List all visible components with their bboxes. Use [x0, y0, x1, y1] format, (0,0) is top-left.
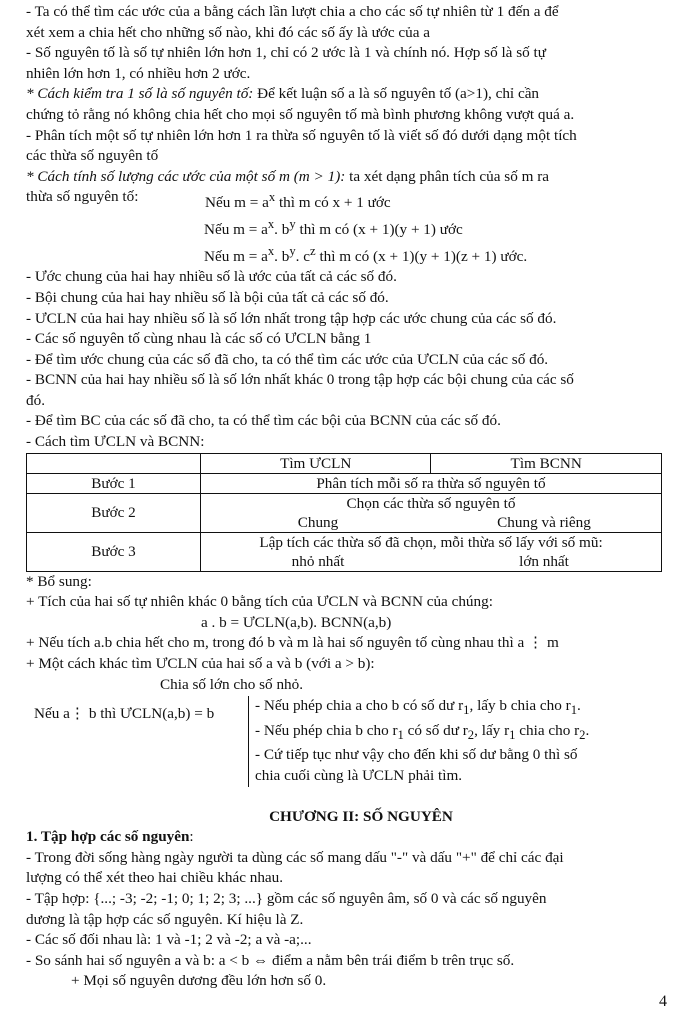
- page-number: 4: [659, 993, 667, 1010]
- document-page: [26, 2, 672, 992]
- formula-2: Nếu $m = a^x$. $b^y$ thì m có (x + 1)(y + 1) ước: [204, 217, 463, 239]
- intro-line: xét xem a chia hết cho những số nào, khi đó các số ấy là ước của a: [26, 23, 431, 41]
- fact-line: - Bội chung của hai hay nhiều số là bội của tất cả các số đó.: [26, 288, 389, 306]
- supplement-line: + Nếu tích a.b chia hết cho m, trong đó b và m là hai số nguyên tố cùng nhau thì a ⋮ m: [26, 634, 559, 652]
- fact-line: đó.: [26, 391, 45, 409]
- euclid-steps: [248, 696, 655, 786]
- table-row: [27, 532, 662, 571]
- count-divisors-text: ta xét dạng phân tích của số m ra: [345, 167, 550, 185]
- step-bcnn: lớn nhất: [519, 552, 569, 570]
- table-corner: [27, 453, 201, 473]
- count-divisors-heading: * Cách tính số lượng các ước của một số m (m > 1):: [26, 167, 346, 185]
- step-label: Bước 2: [27, 493, 201, 532]
- intro-line: - Số nguyên tố là số tự nhiên lớn hơn 1, chỉ có 2 ước là 1 và chính nó. Hợp số là số tự: [26, 44, 546, 62]
- fact-line: - Để tìm ước chung của các số đã cho, ta có thể tìm các ước của ƯCLN của các số đó.: [26, 350, 549, 368]
- table-head-ucln: Tìm ƯCLN: [201, 453, 431, 473]
- intro-line: nhiên lớn hơn 1, có nhiều hơn 2 ước.: [26, 64, 251, 82]
- table-row: [27, 493, 662, 532]
- chapter-line: lượng có thể xét theo hai chiều khác nhau.: [26, 869, 284, 887]
- euclid-step: chia cuối cùng là ƯCLN phải tìm.: [255, 767, 463, 785]
- step-text: Lập tích các thừa số đã chọn, mỗi thừa số lấy với số mũ:: [259, 533, 603, 551]
- step-bcnn: Chung và riêng: [497, 513, 591, 531]
- chapter-line: + Mọi số nguyên dương đều lớn hơn số 0.: [71, 972, 327, 990]
- check-prime-heading: * Cách kiểm tra 1 số là số nguyên tố:: [26, 85, 254, 103]
- count-divisors-paragraph: [26, 167, 672, 188]
- step-text: Chọn các thừa số nguyên tố: [346, 494, 516, 512]
- fact-line: - Ước chung của hai hay nhiều số là ước của tất cả các số đó.: [26, 268, 397, 286]
- chapter-line: - So sánh hai số nguyên a và b: a < b ⇔ điểm a nằm bên trái điểm b trên trục số.: [26, 951, 515, 969]
- euclid-step: - Cứ tiếp tục như vậy cho đến khi số dư bằng 0 thì số: [255, 746, 578, 764]
- factorize-line: - Phân tích một số tự nhiên lớn hơn 1 ra thừa số nguyên tố là viết số đó dưới dạng một tích: [26, 126, 577, 144]
- fact-line: - BCNN của hai hay nhiều số là số lớn nhất khác 0 trong tập hợp các bội chung của các số: [26, 371, 574, 389]
- step-label: Bước 1: [27, 473, 201, 493]
- fact-line: - Các số nguyên tố cùng nhau là các số có ƯCLN bằng 1: [26, 330, 372, 348]
- supplement-line: + Một cách khác tìm ƯCLN của hai số a và b (với a > b):: [26, 655, 375, 673]
- fact-line: - Để tìm BC của các số đã cho, ta có thể tìm các bội của BCNN của các số đó.: [26, 412, 501, 430]
- chapter-title: CHƯƠNG II: SỐ NGUYÊN: [269, 807, 453, 825]
- step-cell: [201, 532, 662, 571]
- euclid-step: - Nếu phép chia a cho b có số dư $r_1$, lấy b chia cho $r_1$.: [255, 697, 581, 718]
- factorize-line: các thừa số nguyên tố: [26, 147, 159, 165]
- fact-line: - ƯCLN của hai hay nhiều số là số lớn nhất trong tập hợp các ước chung của các số đó.: [26, 309, 557, 327]
- ucln-bcnn-table: [26, 453, 662, 572]
- step-text: Phân tích mỗi số ra thừa số nguyên tố: [201, 473, 662, 493]
- step-cell: [201, 493, 662, 532]
- intro-line: - Ta có thể tìm các ước của a bằng cách lần lượt chia a cho các số tự nhiên từ 1 đến a để: [26, 3, 559, 20]
- supplement-line: + Tích của hai số tự nhiên khác 0 bằng tích của ƯCLN và BCNN của chúng:: [26, 593, 493, 611]
- table-head-bcnn: Tìm BCNN: [431, 453, 662, 473]
- euclid-block: [26, 696, 672, 786]
- step-ucln: Chung: [297, 513, 339, 531]
- supplement-divide: Chia số lớn cho số nhỏ.: [160, 675, 304, 693]
- chapter-line: - Tập hợp: {...; -3; -2; -1; 0; 1; 2; 3; ...} gồm các số nguyên âm, số 0 và các số nguyên: [26, 890, 547, 908]
- euclid-step: - Nếu phép chia b cho $r_1$ có số dư $r_2$, lấy $r_1$ chia cho $r_2$.: [255, 721, 590, 742]
- formula-row-1: [26, 187, 672, 214]
- table-row: [27, 473, 662, 493]
- supplement-title: * Bổ sung:: [26, 572, 92, 590]
- check-prime-paragraph: [26, 84, 672, 105]
- formula-label: thừa số nguyên tố:: [26, 188, 139, 206]
- step-ucln: nhỏ nhất: [291, 552, 345, 570]
- chapter-line: dương là tập hợp các số nguyên. Kí hiệu là Z.: [26, 910, 304, 928]
- check-prime-text: Để kết luận số a là số nguyên tố (a>1), chỉ cần: [253, 85, 540, 103]
- formula-1: Nếu $m = a^x$ thì m có x + 1 ước: [205, 190, 391, 212]
- formula-3: Nếu $m = a^x$. $b^y$. $c^z$ thì m có (x + 1)(y + 1)(z + 1) ước.: [204, 243, 528, 265]
- supplement-formula: a . b = ƯCLN(a,b). BCNN(a,b): [201, 613, 392, 631]
- euclid-condition: Nếu a⋮ b thì ƯCLN(a,b) = b: [34, 705, 215, 723]
- chapter-line: - Trong đời sống hàng ngày người ta dùng các số mang dấu "-" và dấu "+" để chỉ các đại: [26, 848, 564, 866]
- chapter-line: - Các số đối nhau là: 1 và -1; 2 và -2; a và -a;...: [26, 931, 312, 949]
- check-prime-line2: chứng tỏ rằng nó không chia hết cho mọi số nguyên tố mà bình phương không vượt quá a.: [26, 105, 575, 123]
- table-header-row: [27, 453, 662, 473]
- fact-line: - Cách tìm ƯCLN và BCNN:: [26, 433, 205, 451]
- section-heading: 1. Tập hợp các số nguyên:: [26, 828, 194, 846]
- step-label: Bước 3: [27, 532, 201, 571]
